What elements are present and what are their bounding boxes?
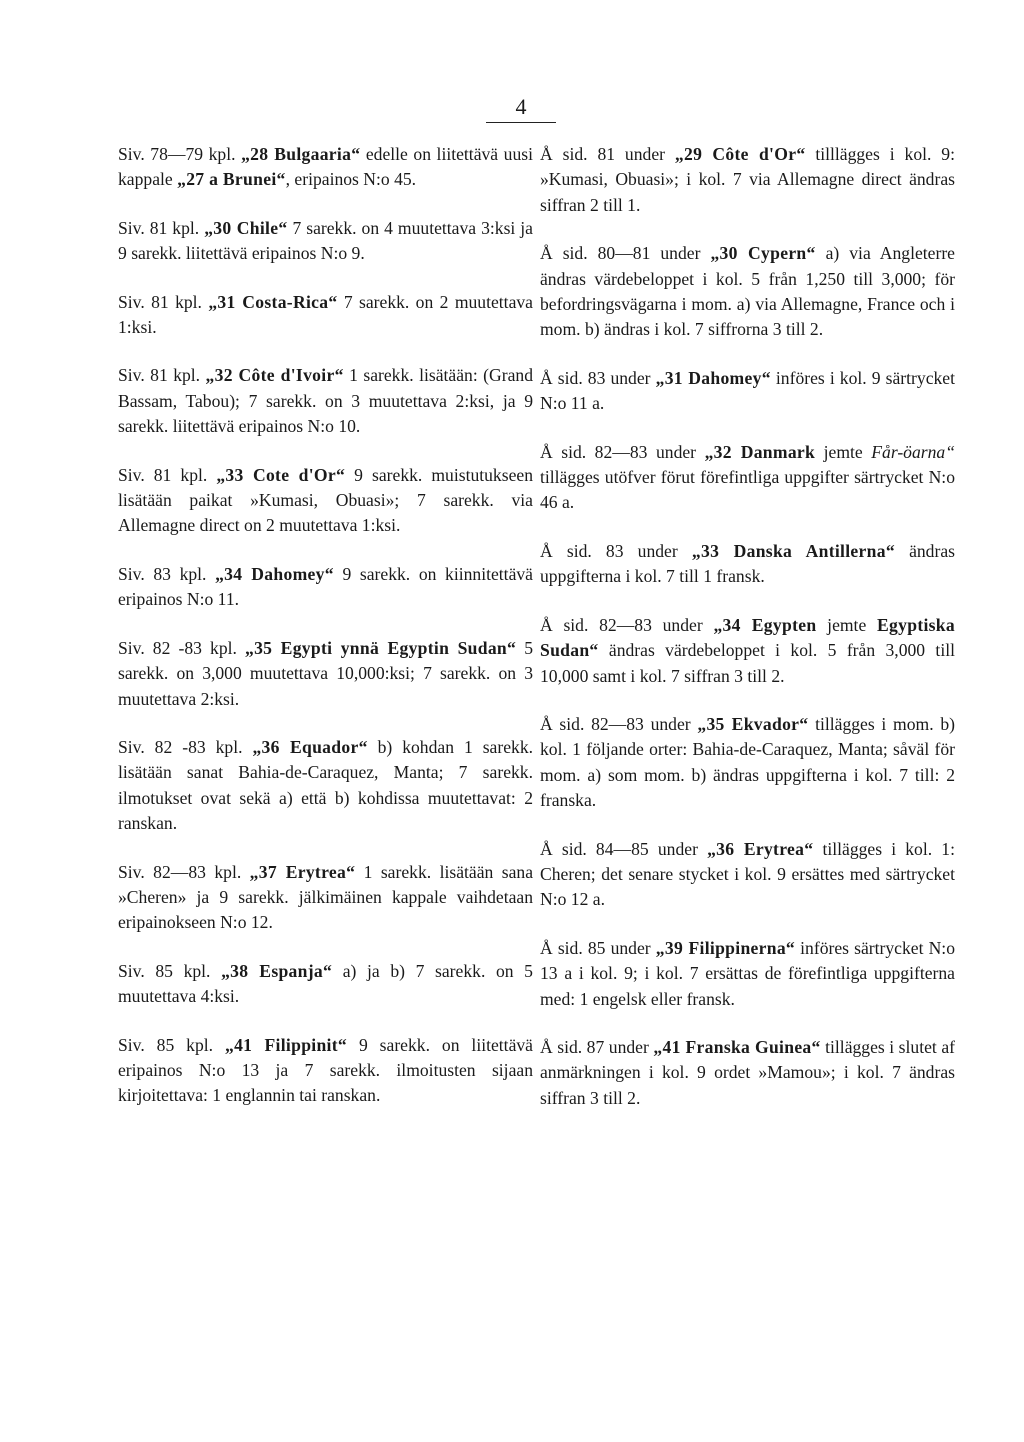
- right-paragraph: Å sid. 82—83 under „32 Danmark jemte Får-öarna“ tillägges utöfver förut förefintliga uppgifter särtrycket N:o 46 a.: [540, 441, 955, 513]
- left-paragraph: Siv. 81 kpl. „33 Cote d'Or“ 9 sarekk. muistutukseen lisätään paikat »Kumasi, Obuasi»; 7 sarekk. via Allemagne direct on 2 muutettava 1:ksi.: [118, 464, 533, 536]
- entry-heading: „35 Ekvador“: [697, 713, 809, 734]
- right-paragraph: Å sid. 83 under „31 Dahomey“ införes i kol. 9 särtrycket N:o 11 a.: [540, 367, 955, 414]
- entry-heading: „33 Cote d'Or“: [216, 464, 346, 485]
- left-paragraph: Siv. 83 kpl. „34 Dahomey“ 9 sarekk. on kiinnitettävä eripainos N:o 11.: [118, 563, 533, 610]
- entry-heading: „31 Dahomey“: [655, 367, 771, 388]
- page-number: 4: [515, 94, 527, 119]
- right-paragraph: Å sid. 82—83 under „35 Ekvador“ tillägges i mom. b) kol. 1 följande orter: Bahia-de-Caraquez, Manta; såväl för mom. a) som mom. b) ändras uppgifterna i kol. 7 till: 2 franska.: [540, 713, 955, 811]
- right-paragraph: Å sid. 84—85 under „36 Erytrea“ tillägges i kol. 1: Cheren; det senare stycket i kol. 9 ersättes med särtrycket N:o 12 a.: [540, 838, 955, 910]
- entry-heading: „37 Erytrea“: [249, 861, 356, 882]
- entry-heading: „30 Cypern“: [710, 243, 816, 264]
- left-paragraph: Siv. 81 kpl. „32 Côte d'Ivoir“ 1 sarekk. lisätään: (Grand Bassam, Tabou); 7 sarekk. on 3 muutettava 2:ksi, ja 9 sarekk. liitettävä eripainos N:o 10.: [118, 365, 533, 437]
- entry-heading: „28 Bulgaaria“: [241, 144, 361, 164]
- right-paragraph: Å sid. 80—81 under „30 Cypern“ a) via Angleterre ändras värdebeloppet i kol. 5 från 1,250 till 3,000; för befordringsvägarna i mom. a) via Allemagne, France och i mom. b) ändras i kol. 7 siffrorna 3 till 2.: [540, 243, 955, 340]
- left-paragraph: Siv. 85 kpl. „41 Filippinit“ 9 sarekk. on liitettävä eripainos N:o 13 ja 7 sarekk. ilmoitusten sijaan kirjoitettava: 1 englannin tai ranskan.: [118, 1034, 533, 1106]
- header-rule: [486, 122, 556, 123]
- right-column: [540, 142, 955, 1111]
- left-column: [118, 142, 533, 1109]
- left-paragraph: Siv. 82—83 kpl. „37 Erytrea“ 1 sarekk. lisätään sana »Cheren» ja 9 sarekk. jälkimäinen kappale vaihdetaan eripainokseen N:o 12.: [118, 861, 533, 933]
- right-paragraph: Å sid. 85 under „39 Filippinerna“ införes särtrycket N:o 13 a i kol. 9; i kol. 7 ersättas de förefintliga uppgifterna med: 1 engelsk eller fransk.: [540, 937, 955, 1009]
- left-paragraph: Siv. 82 -83 kpl. „35 Egypti ynnä Egyptin Sudan“ 5 sarekk. on 3,000 muutettava 10,000:ksi; 7 sarekk. on 3 muutettava 2:ksi.: [118, 637, 533, 709]
- entry-heading-italic: Får-öarna“: [871, 441, 955, 462]
- right-paragraph: Å sid. 83 under „33 Danska Antillerna“ ändras uppgifterna i kol. 7 till 1 fransk.: [540, 540, 955, 587]
- right-paragraph: Å sid. 87 under „41 Franska Guinea“ tillägges i slutet af anmärkningen i kol. 9 ordet »Mamou»; i kol. 7 ändras siffran 3 till 2.: [540, 1036, 955, 1108]
- entry-heading: „29 Côte d'Or“: [674, 144, 806, 164]
- right-paragraph: Å sid. 81 under „29 Côte d'Or“ tilllägges i kol. 9: »Kumasi, Obuasi»; i kol. 7 via Allemagne direct ändras siffran 2 till 1.: [540, 144, 955, 215]
- left-paragraph: Siv. 82 -83 kpl. „36 Equador“ b) kohdan 1 sarekk. lisätään sanat Bahia-de-Caraquez, Manta; 7 sarekk. ilmotukset ovat sekä a) että b) kohdissa muutettavat: 2 ranskan.: [118, 736, 534, 834]
- right-paragraph: Å sid. 82—83 under „34 Egypten jemte Egyptiska Sudan“ ändras värdebeloppet i kol. 5 från 3,000 till 10,000 samt i kol. 7 siffran 3 till 2.: [540, 614, 955, 686]
- entry-heading: „36 Equador“: [252, 736, 368, 757]
- entry-heading: „39 Filippinerna“: [655, 937, 796, 958]
- entry-heading: „34 Egypten: [713, 614, 817, 635]
- entry-heading: „31 Costa-Rica“: [208, 291, 338, 312]
- entry-heading: „41 Filippinit“: [224, 1034, 348, 1055]
- entry-heading: „34 Dahomey“: [215, 563, 334, 584]
- left-paragraph: Siv. 81 kpl. „30 Chile“ 7 sarekk. on 4 muutettava 3:ksi ja 9 sarekk. liitettävä eripainos N:o 9.: [118, 217, 533, 264]
- entry-heading: „27 a Brunei“: [177, 169, 286, 190]
- entry-heading: „41 Franska Guinea“: [653, 1036, 821, 1057]
- left-paragraph: Siv. 78—79 kpl. „28 Bulgaaria“ edelle on liitettävä uusi kappale „27 a Brunei“, eripainos N:o 45.: [118, 144, 533, 190]
- entry-heading: „32 Danmark: [704, 441, 816, 462]
- entry-heading: „32 Côte d'Ivoir“: [205, 365, 344, 386]
- entry-heading: „38 Espanja“: [221, 960, 333, 981]
- entry-heading: Egyptiska Sudan“: [540, 614, 955, 661]
- entry-heading: „35 Egypti ynnä Egyptin Sudan“: [244, 637, 517, 658]
- entry-heading: „33 Danska Antillerna“: [691, 540, 895, 561]
- left-paragraph: Siv. 81 kpl. „31 Costa-Rica“ 7 sarekk. on 2 muutettava 1:ksi.: [118, 291, 533, 338]
- entry-heading: „30 Chile“: [204, 217, 288, 238]
- left-paragraph: Siv. 85 kpl. „38 Espanja“ a) ja b) 7 sarekk. on 5 muutettava 4:ksi.: [118, 960, 533, 1007]
- entry-heading: „36 Erytrea“: [707, 838, 814, 859]
